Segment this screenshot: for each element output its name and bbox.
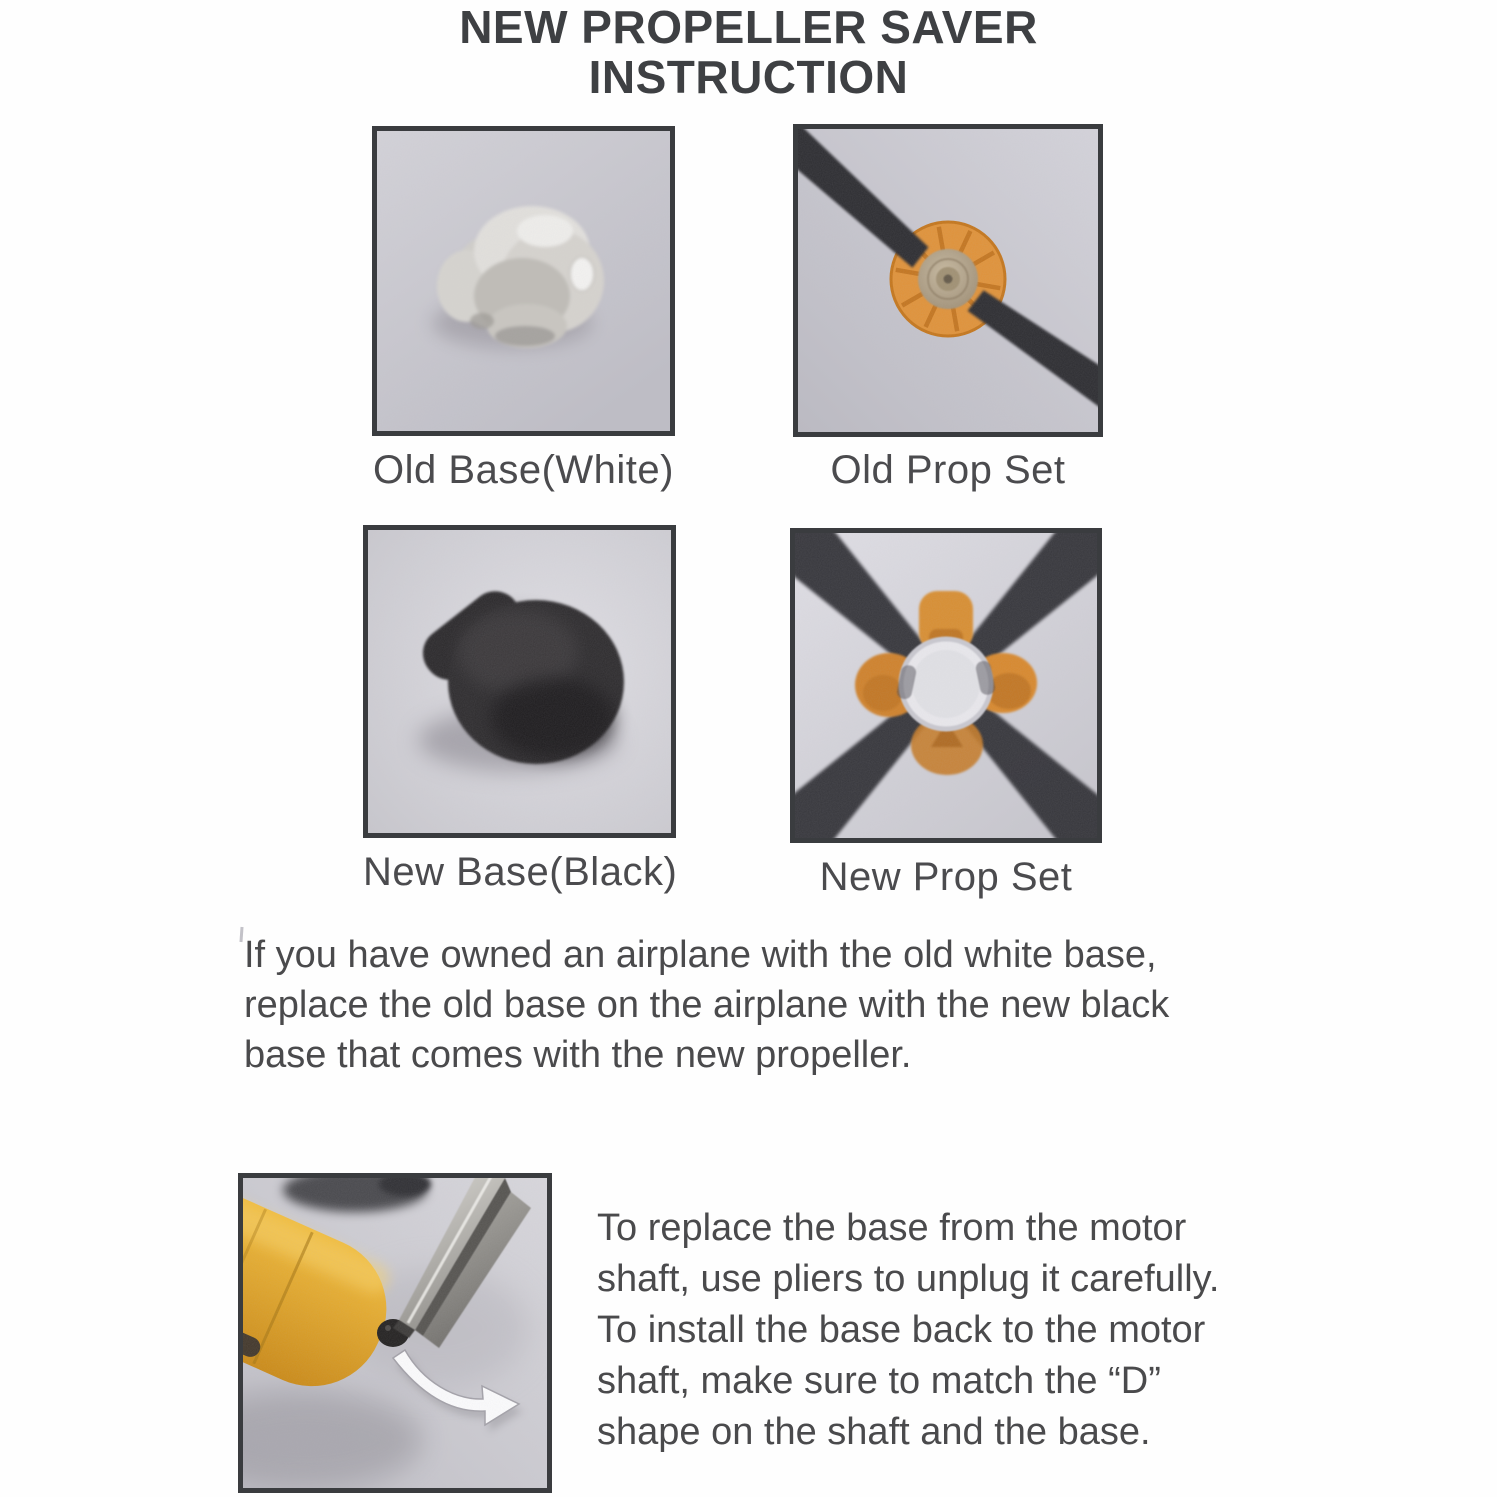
step-line: shape on the shaft and the base. bbox=[597, 1411, 1151, 1453]
figure-pliers-step bbox=[238, 1173, 552, 1493]
intro-line: replace the old base on the airplane with the new black bbox=[244, 984, 1170, 1026]
step-line: To install the base back to the motor bbox=[597, 1309, 1206, 1351]
page-title-line1: NEW PROPELLER SAVER bbox=[459, 1, 1038, 53]
step-paragraph bbox=[597, 1203, 1219, 1458]
pliers-unplug-photo bbox=[243, 1178, 547, 1488]
new-base-photo bbox=[368, 530, 671, 833]
step-line: To replace the base from the motor bbox=[597, 1207, 1187, 1249]
figure-caption-new-base: New Base(Black) bbox=[363, 850, 678, 894]
step-line: shaft, use pliers to unplug it carefully. bbox=[597, 1258, 1220, 1300]
figure-caption-old-base: Old Base(White) bbox=[373, 448, 674, 492]
intro-line: base that comes with the new propeller. bbox=[244, 1034, 912, 1076]
figure-caption-old-prop-set: Old Prop Set bbox=[830, 448, 1066, 492]
page-title bbox=[0, 2, 1497, 102]
page-title-line2: INSTRUCTION bbox=[588, 51, 909, 103]
figure-caption-new-prop-set: New Prop Set bbox=[819, 855, 1073, 899]
intro-paragraph bbox=[244, 930, 1169, 1080]
old-prop-set-photo bbox=[798, 129, 1098, 432]
figure-old-base bbox=[372, 126, 675, 436]
old-base-photo bbox=[377, 131, 670, 431]
figure-old-prop-set bbox=[793, 124, 1103, 437]
figure-new-prop-set bbox=[790, 528, 1102, 843]
scan-artifact bbox=[239, 927, 243, 942]
new-prop-set-photo bbox=[795, 533, 1097, 838]
figure-new-base bbox=[363, 525, 676, 838]
intro-line: If you have owned an airplane with the old white base, bbox=[244, 934, 1157, 976]
step-line: shaft, make sure to match the “D” bbox=[597, 1360, 1161, 1402]
